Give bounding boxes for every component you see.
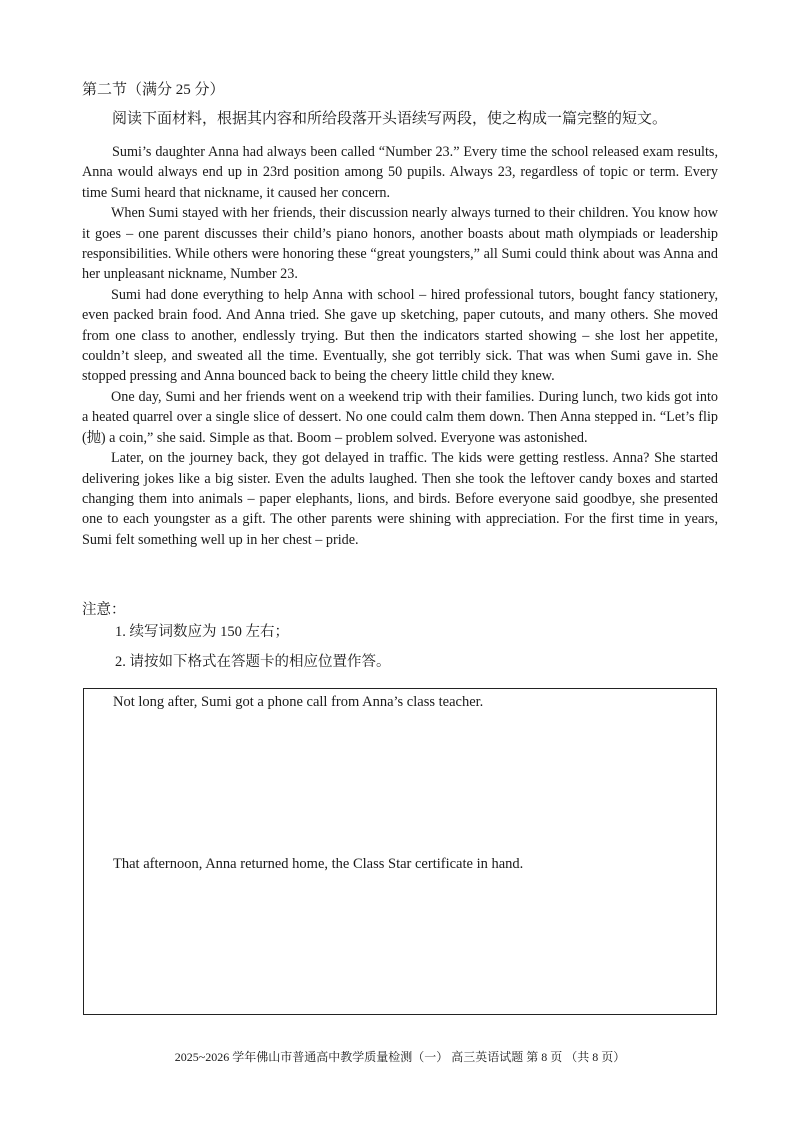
paragraph-starter-1: Not long after, Sumi got a phone call from Anna’s class teacher. — [113, 694, 484, 710]
passage-paragraph: Later, on the journey back, they got delayed in traffic. The kids were getting restless. Anna? She started delivering jokes like a big sister. Even the adults laughed. Then she took the leftover candy boxes and started changing them into animals – paper elephants, lions, and birds. Before everyone said goodbye, she presented one to each youngster as a gift. The other parents were shining with appreciation. For the first time in years, Sumi felt something well up in her chest – pride. — [82, 450, 718, 548]
reading-passage — [82, 142, 718, 550]
passage-paragraph: Sumi had done everything to help Anna with school – hired professional tutors, bought fancy stationery, even packed brain food. And Anna tried. She gave up sketching, paper cutouts, and many others. She moved from one class to another, endlessly trying. But then the indicators started showing – she lost her appetite, couldn’t sleep, and sweated all the time. Eventually, she got terribly sick. That was when Sumi gave in. She stopped pressing and Anna bounced back to being the cheery little child they knew. — [82, 286, 718, 385]
paragraph-starter-2: That afternoon, Anna returned home, the Class Star certificate in hand. — [113, 856, 524, 872]
passage-paragraph: Sumi’s daughter Anna had always been called “Number 23.” Every time the school released exam results, Anna would always end up in 23rd position among 50 pupils. Always 23, regardless of topic or term. Every time Sumi heard that nickname, it caused her concern. — [82, 144, 718, 201]
passage-paragraph: When Sumi stayed with her friends, their discussion nearly always turned to their children. You know how it goes – one parent discusses their child’s piano honors, another boasts about math olympiads or leadership responsibilities. While others were honoring these “great youngsters,” all Sumi could think about was Anna and her unpleasant nickname, Number 23. — [82, 205, 718, 283]
answer-box — [83, 688, 717, 1015]
notes-title: 注意： — [82, 602, 126, 618]
section-title: 第二节（满分 25 分） — [82, 82, 225, 98]
instruction-text: 阅读下面材料，根据其内容和所给段落开头语续写两段，使之构成一篇完整的短文。 — [112, 111, 668, 127]
page-footer: 2025~2026 学年佛山市普通高中教学质量检测（一） 高三英语试题 第 8 页 （共 8 页） — [174, 1050, 626, 1064]
note-item: 1. 续写词数应为 150 左右； — [115, 624, 289, 640]
passage-paragraph: One day, Sumi and her friends went on a weekend trip with their families. During lunch, two kids got into a heated quarrel over a single slice of dessert. No one could calm them down. Then Anna stepped in. “Let’s flip (抛) a coin,” she said. Simple as that. Boom – problem solved. Everyone was astonished. — [82, 388, 718, 446]
note-item: 2. 请按如下格式在答题卡的相应位置作答。 — [115, 654, 391, 670]
